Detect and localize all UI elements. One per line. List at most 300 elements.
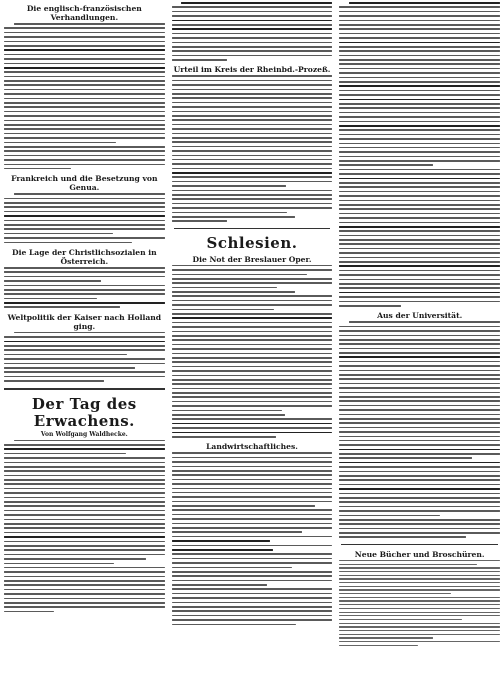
text-line: [339, 645, 418, 646]
text-line: [4, 220, 165, 222]
text-line: [4, 84, 165, 86]
text-line: [4, 523, 165, 525]
text-line: [172, 501, 333, 503]
text-line: [172, 176, 333, 178]
text-line: [4, 341, 165, 343]
text-line: [172, 414, 286, 416]
text-line: [4, 554, 165, 556]
text-line: [172, 483, 333, 485]
text-line: [172, 562, 333, 564]
text-line: [339, 405, 500, 407]
text-line: [172, 97, 333, 99]
text-line: [339, 361, 500, 363]
newspaper-page: [4, 2, 500, 672]
text-line: [4, 589, 165, 591]
text-line: [4, 168, 71, 170]
text-line: [339, 615, 500, 616]
text-line: [172, 348, 333, 350]
text-line: [4, 580, 165, 582]
text-line: [172, 432, 333, 434]
text-line: [4, 545, 165, 547]
text-line: [4, 224, 165, 226]
text-line: [339, 356, 500, 358]
text-line: [172, 496, 333, 498]
text-line: [172, 366, 333, 368]
text-line: [339, 164, 433, 166]
text-line: [4, 306, 120, 308]
text-line: [339, 138, 500, 140]
text-line: [339, 265, 500, 267]
text-line: [4, 527, 165, 529]
text-line: [339, 564, 477, 565]
text-line: [4, 602, 165, 604]
text-line: [4, 49, 165, 51]
text-line: [349, 321, 500, 323]
text-line: [4, 302, 165, 304]
text-line: [172, 75, 333, 77]
text-line: [4, 444, 165, 446]
text-line: [339, 243, 500, 245]
text-line: [339, 121, 500, 123]
text-line: [172, 575, 333, 577]
text-line: [14, 332, 165, 334]
text-line: [4, 514, 165, 516]
text-line: [172, 37, 333, 39]
text-line: [4, 475, 165, 477]
text-line: [172, 514, 333, 516]
text-line: [172, 452, 333, 454]
text-line: [172, 335, 333, 337]
text-line: [172, 423, 333, 425]
text-line: [4, 206, 165, 208]
text-line: [172, 558, 333, 560]
text-line: [4, 76, 165, 78]
text-line: [339, 352, 500, 354]
text-line: [339, 370, 500, 372]
text-line: [4, 233, 113, 235]
text-line: [339, 400, 500, 402]
text-line: [172, 479, 333, 481]
text-line: [339, 252, 500, 254]
text-line: [4, 71, 165, 73]
text-line: [172, 309, 274, 311]
text-line: [4, 271, 165, 273]
text-line: [4, 228, 165, 230]
text-line: [172, 155, 333, 157]
text-line: [339, 72, 500, 74]
text-line: [339, 42, 500, 44]
text-line: [339, 125, 500, 127]
text-line: [172, 84, 333, 86]
text-line: [4, 492, 165, 494]
text-line: [339, 85, 500, 87]
text-line: [339, 339, 500, 341]
text-line: [172, 133, 333, 135]
text-line: [339, 274, 500, 276]
text-line: [339, 560, 500, 561]
text-line: [172, 580, 333, 582]
text-line: [172, 370, 333, 372]
text-line: [4, 63, 165, 65]
text-line: [339, 63, 500, 65]
text-line: [339, 330, 500, 332]
text-line: [4, 36, 165, 38]
article-body: [172, 452, 333, 628]
text-line: [339, 20, 500, 22]
text-line: [172, 610, 333, 612]
text-line: [339, 427, 500, 429]
text-line: [172, 553, 333, 555]
text-line: [172, 124, 333, 126]
text-line: [172, 282, 333, 284]
text-line: [4, 376, 165, 378]
text-line: [172, 505, 315, 507]
text-line: [339, 612, 500, 613]
text-line: [339, 46, 500, 48]
text-line: [4, 298, 97, 300]
article-body: [339, 2, 500, 309]
text-line: [339, 55, 500, 57]
text-line: [339, 422, 500, 424]
text-line: [339, 335, 500, 337]
text-line: [339, 191, 500, 193]
text-line: [4, 505, 165, 507]
text-line: [339, 586, 500, 587]
text-line: [339, 641, 500, 642]
text-line: [172, 396, 333, 398]
text-line: [339, 593, 451, 594]
text-line: [4, 293, 165, 295]
text-line: [339, 510, 500, 512]
text-line: [339, 169, 500, 171]
text-line: [339, 634, 500, 635]
text-line: [4, 567, 165, 569]
text-line: [339, 501, 500, 503]
text-line: [172, 457, 333, 459]
text-line: [339, 301, 500, 303]
text-line: [172, 619, 333, 621]
text-line: [4, 215, 165, 217]
text-line: [339, 103, 500, 105]
text-line: [4, 124, 165, 126]
text-line: [172, 361, 333, 363]
text-line: [339, 326, 500, 328]
text-line: [172, 190, 333, 192]
text-line: [4, 54, 165, 56]
text-line: [172, 322, 333, 324]
text-line: [172, 461, 333, 463]
text-line: [339, 493, 500, 495]
text-line: [172, 597, 333, 599]
text-line: [339, 200, 500, 202]
text-line: [172, 571, 333, 573]
text-line: [4, 563, 114, 565]
text-line: [339, 28, 500, 30]
text-line: [339, 436, 500, 438]
text-line: [172, 527, 333, 529]
article-heading: Urteil im Kreis der Rheinbd.-Prozeß.: [173, 65, 331, 75]
text-line: [172, 615, 333, 617]
text-line: [4, 67, 165, 69]
text-line: [4, 606, 165, 608]
text-line: [172, 401, 333, 403]
text-line: [172, 220, 227, 222]
text-line: [339, 497, 500, 499]
article-body: [339, 560, 500, 649]
text-line: [172, 59, 227, 61]
text-line: [339, 378, 500, 380]
text-line: [4, 571, 165, 573]
text-line: [4, 466, 165, 468]
article-body: [4, 267, 165, 311]
text-line: [339, 283, 500, 285]
text-line: [172, 523, 333, 525]
text-line: [339, 387, 500, 389]
text-line: [172, 540, 271, 542]
text-line: [339, 287, 500, 289]
text-line: [4, 354, 127, 356]
text-line: [4, 120, 165, 122]
text-line: [339, 116, 500, 118]
text-line: [4, 111, 165, 113]
text-line: [172, 375, 333, 377]
text-line: [172, 128, 333, 130]
text-line: [339, 68, 500, 70]
text-line: [172, 33, 333, 35]
text-line: [339, 383, 500, 385]
text-line: [339, 292, 500, 294]
text-line: [339, 392, 500, 394]
text-line: [172, 102, 333, 104]
text-line: [339, 431, 500, 433]
article-heading: Die Not der Breslauer Oper.: [192, 254, 312, 264]
text-line: [4, 146, 165, 148]
text-line: [339, 506, 500, 508]
text-line: [4, 159, 165, 161]
text-line: [339, 248, 500, 250]
text-line: [172, 606, 333, 608]
text-line: [4, 102, 165, 104]
text-line: [172, 46, 333, 48]
text-line: [172, 492, 333, 494]
text-line: [339, 374, 500, 376]
text-line: [339, 296, 500, 298]
article-heading: Neue Bücher und Broschüren.: [354, 549, 485, 559]
text-line: [4, 142, 116, 144]
text-line: [172, 269, 333, 271]
text-line: [339, 305, 401, 307]
text-line: [339, 24, 500, 26]
text-line: [339, 151, 500, 153]
text-line: [172, 300, 333, 302]
text-line: [339, 528, 500, 530]
text-line: [172, 353, 333, 355]
text-line: [339, 279, 500, 281]
text-line: [172, 339, 333, 341]
text-line: [172, 6, 333, 8]
text-line: [172, 518, 333, 520]
text-line: [339, 112, 500, 114]
text-line: [172, 392, 333, 394]
text-line: [4, 115, 165, 117]
text-line: [172, 146, 333, 148]
text-line: [339, 466, 500, 468]
text-line: [4, 211, 165, 213]
article-body: [172, 265, 333, 441]
text-line: [172, 172, 333, 174]
text-line: [339, 37, 500, 39]
text-line: [4, 358, 165, 360]
text-line: [172, 313, 333, 315]
text-line: [4, 349, 165, 351]
text-line: [339, 630, 500, 631]
article-heading: Die englisch-französischen Verhandlungen.: [26, 4, 142, 22]
text-line: [339, 462, 500, 464]
text-line: [4, 488, 165, 490]
text-line: [4, 457, 165, 459]
text-line: [172, 278, 333, 280]
text-line: [339, 536, 466, 538]
text-line: [4, 128, 165, 130]
text-line: [4, 519, 165, 521]
text-line: [4, 462, 165, 464]
text-line: [172, 584, 268, 586]
text-line: [4, 155, 165, 157]
article-heading: Aus der Universität.: [377, 311, 463, 321]
text-line: [4, 32, 165, 34]
text-line: [4, 164, 165, 166]
text-line: [339, 471, 500, 473]
text-line: [172, 55, 333, 57]
text-line: [4, 58, 165, 60]
text-line: [4, 453, 126, 455]
text-line: [339, 582, 500, 583]
divider-rule: [341, 544, 498, 545]
text-line: [4, 150, 165, 152]
text-line: [4, 285, 165, 287]
text-line: [4, 45, 165, 47]
text-line: [172, 291, 296, 293]
text-line: [4, 98, 165, 100]
text-line: [172, 427, 333, 429]
text-line: [172, 474, 333, 476]
text-line: [339, 178, 500, 180]
text-line: [4, 470, 165, 472]
text-line: [172, 531, 302, 533]
text-line: [339, 488, 500, 490]
text-line: [172, 212, 288, 214]
text-line: [4, 345, 165, 347]
text-line: [339, 637, 433, 638]
text-line: [339, 608, 500, 609]
text-line: [172, 80, 333, 82]
article-body: [4, 193, 165, 246]
text-line: [339, 440, 500, 442]
text-line: [4, 532, 165, 534]
text-line: [172, 141, 333, 143]
column-right: [339, 2, 500, 672]
text-line: [4, 89, 165, 91]
text-line: [172, 194, 333, 196]
article-body: [4, 440, 165, 616]
article-heading: Frankreich und die Besetzung von Genua.: [11, 174, 158, 193]
text-line: [339, 414, 500, 416]
text-line: [172, 89, 333, 91]
text-line: [339, 571, 500, 572]
text-line: [339, 604, 500, 605]
text-line: [172, 28, 333, 30]
text-line: [4, 80, 165, 82]
text-line: [172, 379, 333, 381]
text-line: [339, 107, 500, 109]
text-line: [172, 624, 297, 626]
article-body: [4, 23, 165, 172]
text-line: [172, 405, 333, 407]
text-line: [4, 367, 135, 369]
text-line: [339, 575, 500, 576]
article-heading: Landwirtschaftliches.: [206, 442, 298, 452]
text-line: [339, 479, 500, 481]
column-left: [4, 2, 165, 672]
text-line: [181, 2, 332, 4]
text-line: [339, 90, 500, 92]
text-line: [4, 448, 165, 450]
feuilleton-author: Von Wolfgang Waldhecke.: [40, 430, 128, 438]
text-line: [172, 168, 333, 170]
text-line: [172, 150, 333, 152]
text-line: [172, 536, 333, 538]
text-line: [4, 598, 165, 600]
text-line: [172, 588, 333, 590]
text-line: [4, 483, 165, 485]
text-line: [4, 202, 165, 204]
text-line: [339, 147, 500, 149]
text-line: [172, 388, 333, 390]
text-line: [172, 24, 333, 26]
text-line: [339, 143, 500, 145]
text-line: [339, 156, 500, 158]
text-line: [339, 77, 500, 79]
text-line: [339, 217, 500, 219]
text-line: [4, 584, 165, 586]
text-line: [172, 111, 333, 113]
text-line: [172, 265, 333, 267]
text-line: [172, 207, 333, 209]
text-line: [172, 216, 295, 218]
text-line: [4, 541, 165, 543]
article-body: [172, 2, 333, 63]
text-line: [172, 549, 273, 551]
text-line: [4, 106, 165, 108]
text-line: [4, 280, 101, 282]
text-line: [172, 509, 333, 511]
text-line: [4, 237, 165, 239]
text-line: [172, 383, 333, 385]
text-line: [339, 449, 500, 451]
divider-rule: [174, 228, 331, 229]
text-line: [4, 267, 165, 269]
text-line: [339, 15, 500, 17]
text-line: [339, 409, 500, 411]
text-line: [172, 470, 333, 472]
text-line: [4, 380, 104, 382]
text-line: [4, 501, 165, 503]
text-line: [339, 6, 500, 8]
text-line: [14, 23, 165, 25]
text-line: [4, 593, 165, 595]
text-line: [4, 510, 165, 512]
text-line: [172, 274, 308, 276]
